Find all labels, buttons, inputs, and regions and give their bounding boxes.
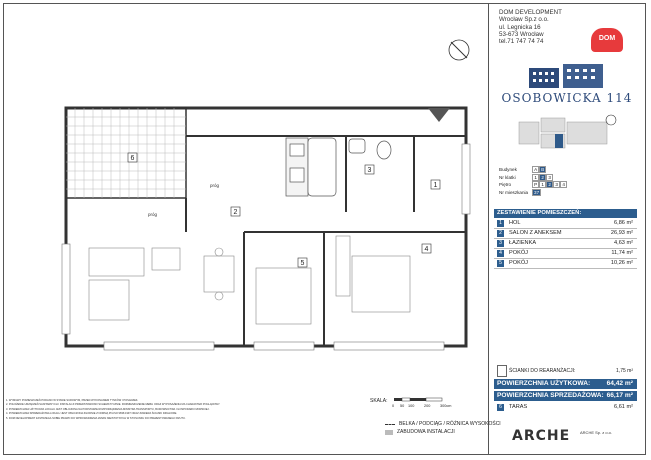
room-row: [494, 259, 637, 269]
apartment-number-label: Nr mieszkania: [499, 190, 529, 196]
stairwell-label: Nr klatki: [499, 174, 516, 180]
legend-beam-label: BELKA / PODCIĄG / RÓŻNICA WYSOKOŚCI: [399, 421, 501, 427]
bathroom-fixtures: [308, 138, 391, 196]
notes: [6, 399, 326, 421]
room-row: [494, 229, 637, 239]
scale-tick-0: 0: [392, 404, 395, 408]
key-plan: [511, 112, 621, 160]
entrance-marker-icon: [428, 108, 450, 122]
reorg-walls: [494, 362, 637, 374]
room-name: POKÓJ: [509, 260, 528, 266]
building-opt-a: A: [534, 167, 538, 173]
room-row: [494, 239, 637, 249]
terrace-num: 6: [497, 404, 504, 411]
usable-area-row: [494, 379, 637, 389]
scale-tick-50: 50: [400, 404, 405, 408]
room-number-4: 4: [424, 246, 429, 253]
building-illustration: [527, 60, 607, 88]
outer-wall: [66, 108, 466, 346]
threshold-label-1: próg: [210, 183, 220, 188]
room-num: 5: [497, 260, 504, 267]
room-number-3: 3: [367, 167, 372, 174]
floor-opt-2: 2: [546, 181, 553, 188]
room-name: SALON Z ANEKSEM: [509, 230, 562, 236]
arche-name: ARCHE: [512, 428, 571, 444]
room-name: ŁAZIENKA: [509, 240, 537, 246]
note-1: 1. WYMIARY POMIESZCZEŃ PODANO W STANIE SUROWYM, PRZED WYKONANIEM TYNKÓW I POSADZEK.: [6, 399, 139, 402]
note-3: 3. POWIERZCHNIA UŻYTKOWA LOKALU JEST OBLICZONA NA PODSTAWIE ROZPORZĄDZENIA MINISTRA TRANSPORTU, BUDOWNICTWA I GOSPODARKI MORSKIEJ.: [6, 407, 210, 411]
room-num: 3: [497, 240, 504, 247]
floor-plan: [4, 4, 488, 399]
terrace-row: [494, 403, 637, 412]
room-number-1: 1: [433, 182, 438, 189]
company-line2: Wrocław Sp.z o.o.: [499, 16, 549, 24]
reorg-label: ŚCIANKI DO REARANŻACJI:: [509, 368, 576, 374]
room-number-5: 5: [300, 260, 305, 267]
room-num: 4: [497, 250, 504, 257]
company-line3: ul. Legnicka 16: [499, 23, 541, 31]
scale-tick-300: 300cm: [440, 404, 452, 408]
legend-install-label: ZABUDOWA INSTALACJI: [397, 429, 455, 435]
stairwell-opt-1: 1: [532, 174, 539, 181]
reorg-area: 1,75 m²: [616, 368, 633, 374]
floor-opt-4: 4: [560, 181, 567, 188]
floor-plan-drawing: [4, 4, 488, 399]
project-title: OSOBOWICKA 114: [501, 91, 633, 105]
sales-area-row: [494, 391, 637, 401]
scale-tick-200: 200: [424, 404, 431, 408]
legend-item-install: [385, 428, 501, 436]
building-opt-b: B: [541, 167, 545, 173]
sales-area-label: POWIERZCHNIA SPRZEDAŻOWA:: [497, 392, 604, 399]
terrace-name: TARAS: [509, 404, 528, 410]
reorg-icon: [497, 365, 507, 377]
furniture: [89, 236, 410, 324]
arche-sub: ARCHE Sp. z o.o.: [580, 430, 613, 435]
info-panel: [489, 4, 645, 455]
room-num: 2: [497, 230, 504, 237]
note-2: 2. POŁOŻENIE URZĄDZEŃ SANITARNYCH I INSTALACJI PRZEDSTAWIONO SCHEMATYCZNIE. ROZMIESZCZENIE MEBLI ORAZ WYPOSAŻENIA MA CHARAKTER POGLĄDOWY.: [6, 403, 221, 407]
dom-logo: DOM: [591, 28, 623, 52]
usable-area-value: 64,42 m²: [606, 380, 633, 387]
floor-opt-1: 1: [539, 181, 546, 188]
note-4: 4. POWIERZCHNIA SPRZEDAŻOWA LOKALU JEST OBLICZONA ZGODNIE Z NORMĄ PN-ISO 9836:1997 ORAZ ZAWIERA ŚCIANKI DZIAŁOWE.: [6, 412, 178, 416]
stairwell-opt-3: 3: [546, 174, 553, 181]
floor-label: Piętro: [499, 182, 512, 188]
scale-tick-100: 100: [408, 404, 415, 408]
company-phone: tel.71 747 74 74: [499, 38, 544, 46]
floor-opt-p: P: [534, 182, 538, 188]
room-area: 4,63 m²: [614, 240, 633, 246]
floor-opt-3: 3: [553, 181, 560, 188]
stairwell-opt-2: 2: [539, 174, 546, 181]
terrace-area: 6,61 m²: [614, 404, 633, 410]
threshold-label-2: próg: [148, 212, 158, 217]
room-area: 10,26 m²: [610, 260, 633, 266]
compass-icon: [449, 40, 469, 60]
room-number-2: 2: [233, 209, 238, 216]
legend-item-beam: [385, 420, 501, 428]
room-name: HOL: [509, 220, 521, 226]
rooms-header: ZESTAWIENIE POMIESZCZEŃ:: [494, 209, 637, 218]
usable-area-label: POWIERZCHNIA UŻYTKOWA:: [497, 380, 591, 387]
scale-label: SKALA:: [370, 398, 388, 404]
room-num: 1: [497, 220, 504, 227]
company-info: [499, 9, 562, 45]
company-line4: 53-673 Wrocław: [499, 30, 544, 38]
legend: [385, 420, 501, 436]
room-row: [494, 219, 637, 229]
building-label: Budynek: [499, 167, 517, 173]
apartment-number: 37: [534, 190, 540, 196]
room-area: 11,74 m²: [611, 250, 633, 256]
room-area: 6,86 m²: [614, 220, 633, 226]
arche-logo: [498, 424, 643, 450]
room-name: POKÓJ: [509, 250, 528, 256]
sales-area-value: 66,17 m²: [606, 392, 633, 399]
room-area: 26,93 m²: [610, 230, 633, 236]
room-number-6: 6: [130, 155, 135, 162]
terrace-tiles: [66, 108, 186, 198]
room-row: [494, 249, 637, 259]
apartment-info-table: [497, 166, 569, 196]
windows: [62, 144, 470, 350]
scale: [370, 398, 452, 408]
note-5: 5. DOM DEVELOPMENT ZASTRZEGA SOBIE PRAWO DO WPROWADZENIA ZMIAN NIEISTOTNYCH W STOSUNKU DO PREZENTOWANEGO RZUTU.: [6, 416, 186, 420]
company-name: DOM DEVELOPMENT: [499, 9, 562, 16]
kitchen-counter: [286, 138, 308, 196]
